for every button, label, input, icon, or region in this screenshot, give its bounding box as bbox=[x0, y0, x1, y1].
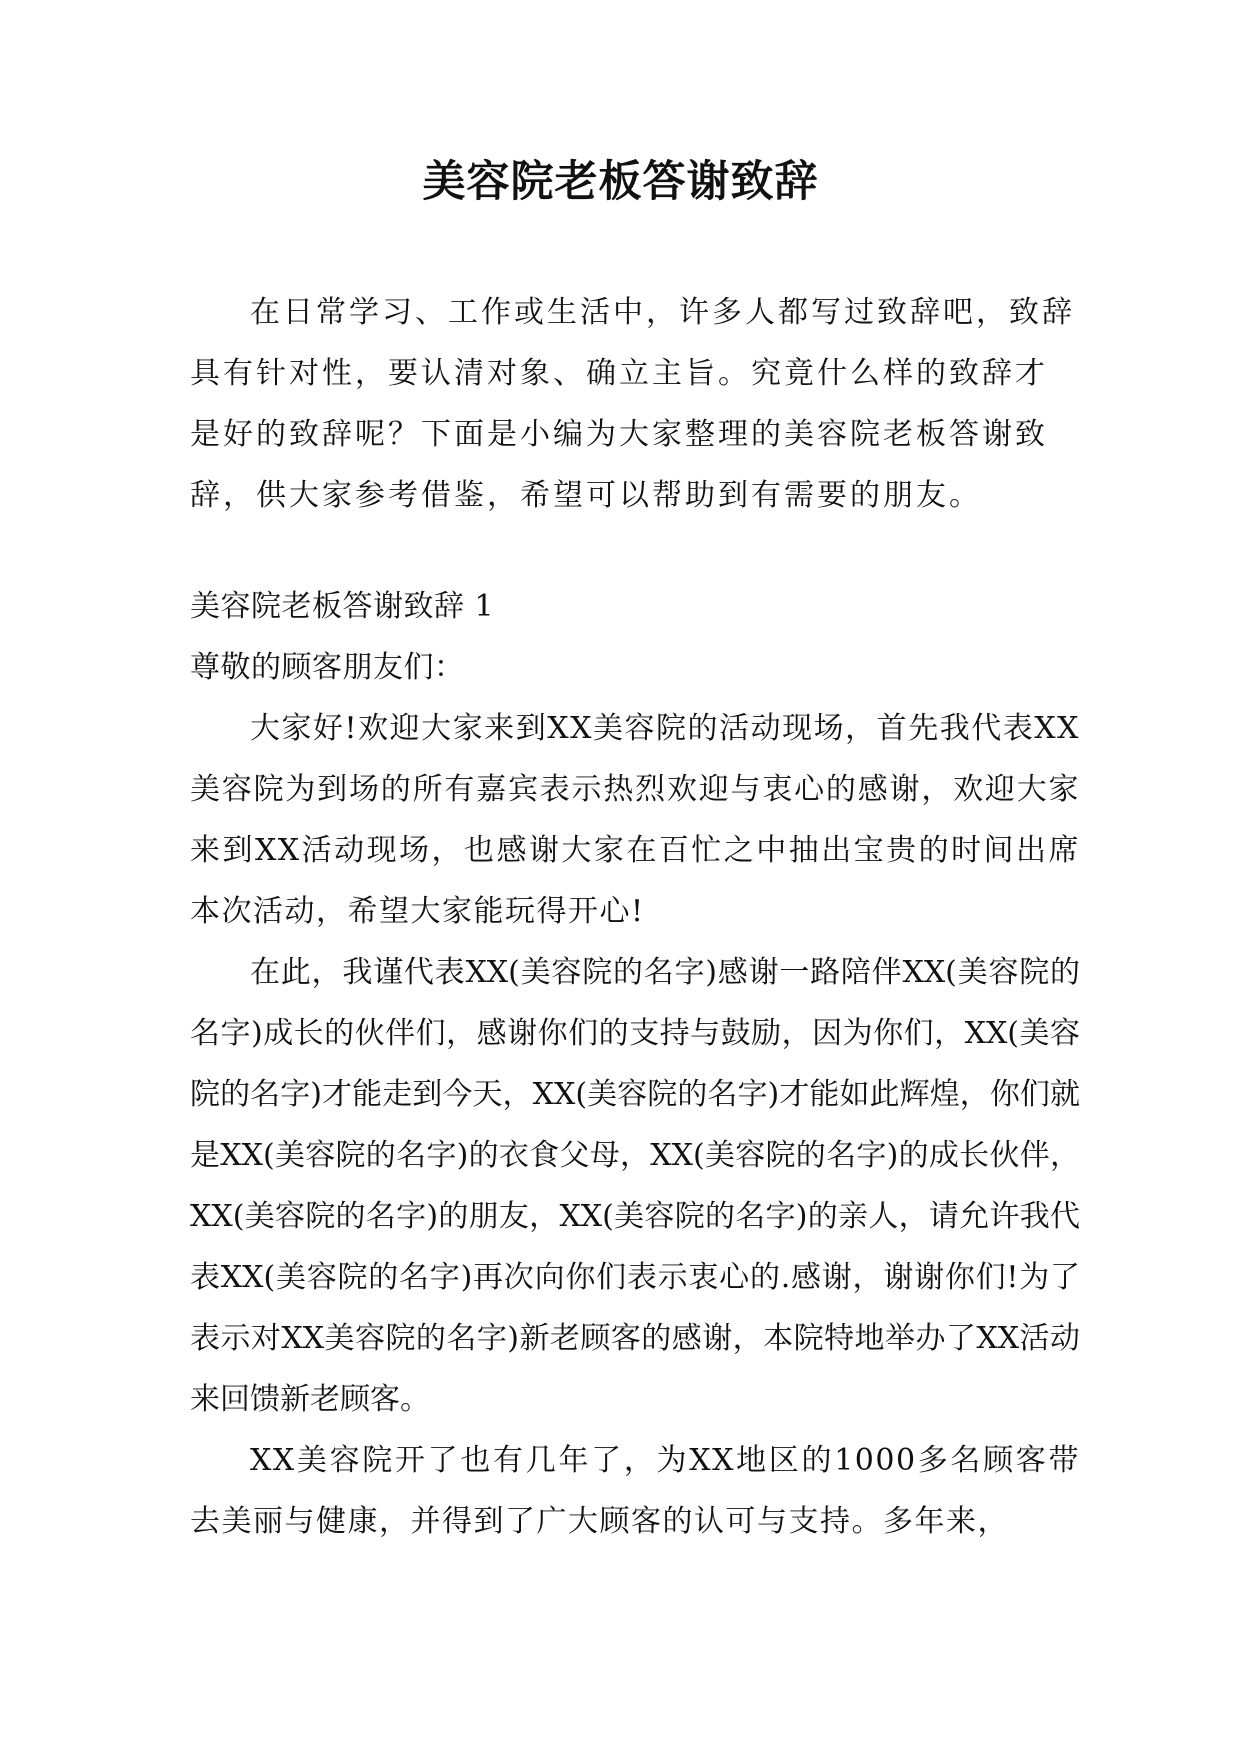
body-paragraph-2: 在此，我谨代表XX(美容院的名字)感谢一路陪伴XX(美容院的名字)成长的伙伴们，感谢你们的支持与鼓励，因为你们，XX(美容院的名字)才能走到今天，XX(美容院的名字)才能如此辉煌，你们就是XX(美容院的名字)的衣食父母，XX(美容院的名字)的成长伙伴，XX(美容院的名字)的朋友，XX(美容院的名字)的亲人，请允许我代表XX(美容院的名字)再次向你们表示衷心的.感谢，谢谢你们!为了表示对XX美容院的名字)新老顾客的感谢，本院特地举办了XX活动来回馈新老顾客。 bbox=[190, 955, 1080, 1417]
intro-paragraph: 在日常学习、工作或生活中，许多人都写过致辞吧，致辞具有针对性，要认清对象、确立主旨。究竟什么样的致辞才是好的致辞呢？下面是小编为大家整理的美容院老板答谢致辞，供大家参考借鉴，希望可以帮助到有需要的朋友。 bbox=[190, 295, 1075, 513]
document-body bbox=[190, 282, 1080, 1552]
body-paragraph-3: XX美容院开了也有几年了，为XX地区的1000多名顾客带去美丽与健康，并得到了广大顾客的认可与支持。多年来， bbox=[190, 1443, 1080, 1539]
salutation: 尊敬的顾客朋友们： bbox=[190, 650, 465, 685]
section-heading: 美容院老板答谢致辞 1 bbox=[190, 589, 495, 624]
page-title: 美容院老板答谢致辞 bbox=[422, 157, 819, 207]
body-paragraph-1: 大家好!欢迎大家来到XX美容院的活动现场，首先我代表XX美容院为到场的所有嘉宾表示热烈欢迎与衷心的感谢，欢迎大家来到XX活动现场，也感谢大家在百忙之中抽出宝贵的时间出席本次活动，希望大家能玩得开心! bbox=[190, 711, 1080, 929]
speech-section bbox=[190, 576, 1080, 1552]
